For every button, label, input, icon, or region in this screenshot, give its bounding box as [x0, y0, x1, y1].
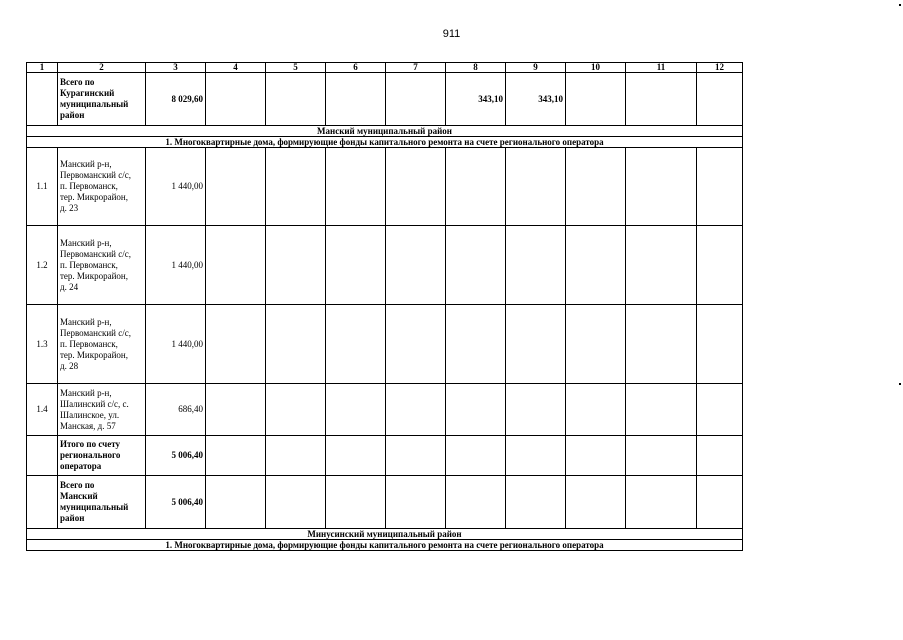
total-label: Всего по Курагинский муниципальный район	[60, 77, 129, 120]
table-row	[27, 226, 743, 305]
column-number-header-row	[27, 63, 743, 73]
row-number: 1.2	[27, 226, 58, 305]
subsection-heading: 1. Многоквартирные дома, формирующие фонды капитального ремонта на счете регионального оператора	[27, 137, 743, 148]
table-row	[27, 148, 743, 226]
column-header: 5	[266, 63, 326, 73]
column-header: 12	[697, 63, 743, 73]
scan-edge-mark	[899, 4, 901, 6]
subsection-heading-row	[27, 540, 743, 551]
total-label: Итого по счету регионального оператора	[60, 439, 121, 471]
row-address: Манский р-н, Шалинский с/с, с. Шалинское, ул. Манская, д. 57	[60, 387, 129, 431]
total-col3: 5 006,40	[146, 436, 206, 476]
row-number: 1.4	[27, 384, 58, 436]
column-header: 6	[326, 63, 386, 73]
district-heading-row	[27, 529, 743, 540]
table-row	[27, 384, 743, 436]
column-header: 3	[146, 63, 206, 73]
column-header: 1	[27, 63, 58, 73]
district-heading-row	[27, 126, 743, 137]
table-row	[27, 305, 743, 384]
row-value: 686,40	[146, 384, 206, 436]
row-value: 1 440,00	[146, 226, 206, 305]
column-header: 9	[506, 63, 566, 73]
column-header: 7	[386, 63, 446, 73]
subsection-heading: 1. Многоквартирные дома, формирующие фонды капитального ремонта на счете регионального оператора	[27, 540, 743, 551]
row-value: 1 440,00	[146, 148, 206, 226]
page-number: 911	[442, 28, 461, 40]
total-mansky-row	[27, 476, 743, 529]
column-header: 8	[446, 63, 506, 73]
column-header: 10	[566, 63, 626, 73]
total-regional-row	[27, 436, 743, 476]
row-number: 1.3	[27, 305, 58, 384]
total-col8: 343,10	[446, 73, 506, 126]
total-col9: 343,10	[506, 73, 566, 126]
capital-repair-table	[26, 62, 743, 551]
district-heading: Минусинский муниципальный район	[27, 529, 743, 540]
total-col3: 5 006,40	[146, 476, 206, 529]
row-address: Манский р-н, Первоманский с/с, п. Первоманск, тер. Микрорайон, д. 23	[60, 159, 131, 213]
total-label: Всего по Манский муниципальный район	[60, 480, 129, 523]
column-header: 4	[206, 63, 266, 73]
row-number: 1.1	[27, 148, 58, 226]
row-address: Манский р-н, Первоманский с/с, п. Первоманск, тер. Микрорайон, д. 24	[60, 237, 131, 292]
column-header: 11	[626, 63, 697, 73]
row-address: Манский р-н, Первоманский с/с, п. Первоманск, тер. Микрорайон, д. 28	[60, 316, 131, 371]
total-kuragino-row	[27, 73, 743, 126]
scan-edge-mark	[899, 383, 901, 385]
subsection-heading-row	[27, 137, 743, 148]
column-header: 2	[58, 63, 146, 73]
row-value: 1 440,00	[146, 305, 206, 384]
district-heading: Манский муниципальный район	[27, 126, 743, 137]
total-col3: 8 029,60	[146, 73, 206, 126]
